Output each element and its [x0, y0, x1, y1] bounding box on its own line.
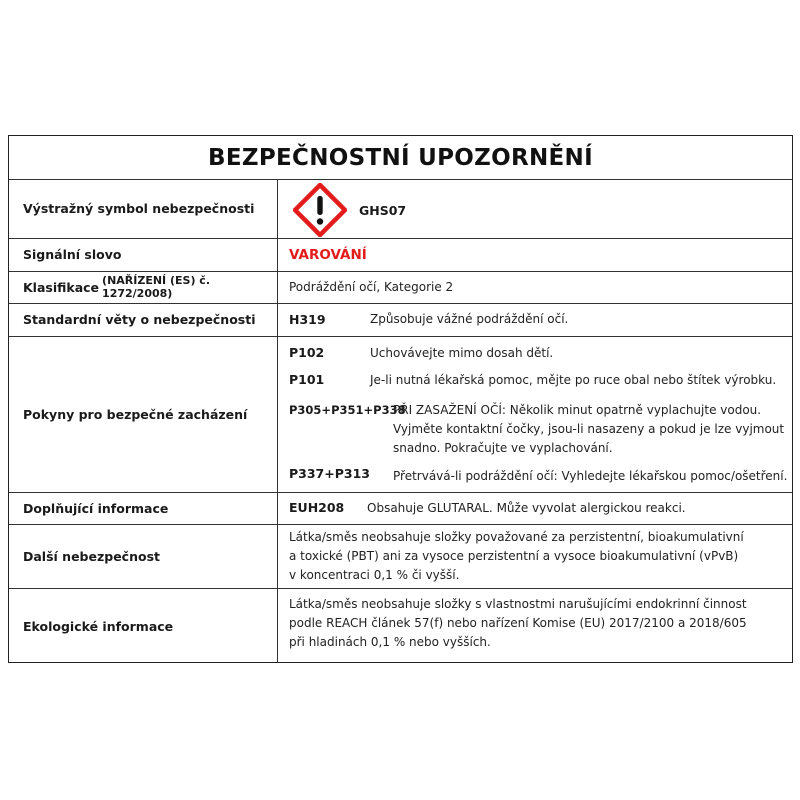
- precaution-code: P337+P313: [289, 466, 370, 481]
- text-line: podle REACH článek 57(f) nebo nařízení Komise (EU) 2017/2100 a 2018/605: [289, 616, 747, 630]
- precaution-text: Přetrvává-li podráždění očí: Vyhledejte lékařskou pomoc/ošetření.: [393, 469, 788, 483]
- column-divider: [277, 179, 278, 662]
- text-line: v koncentraci 0,1 % či vyšší.: [289, 568, 460, 582]
- precaution-text: Uchovávejte mimo dosah dětí.: [370, 346, 554, 360]
- precautions-label: Pokyny pro bezpečné zacházení: [23, 406, 248, 422]
- symbol-label: Výstražný symbol nebezpečnosti: [23, 201, 255, 216]
- classification-label-text: Klasifikace: [23, 279, 100, 295]
- text-line: a toxické (PBT) ani za vysoce perzistentní a vysoce bioakumulativní (vPvB): [289, 549, 739, 563]
- ghs-code: GHS07: [359, 202, 407, 218]
- supplemental-code: EUH208: [289, 500, 345, 515]
- safety-label: [8, 135, 793, 663]
- ecological-info-text: [289, 595, 784, 652]
- text-line: Látka/směs neobsahuje složky považované za perzistentní, bioakumulativní: [289, 530, 744, 544]
- hazard-text: Způsobuje vážné podráždění očí.: [370, 312, 569, 326]
- other-hazards-label: Další nebezpečnost: [23, 548, 160, 564]
- classification-label: [23, 271, 273, 303]
- classification-regulation: (NAŘÍZENÍ (ES) č. 1272/2008): [102, 274, 210, 300]
- precaution-code: P102: [289, 345, 325, 360]
- text-line: Látka/směs neobsahuje složky s vlastnostmi narušujícími endokrinní činnost: [289, 597, 747, 611]
- ecological-info-label: Ekologické informace: [23, 618, 174, 634]
- signal-word-label: Signální slovo: [23, 247, 122, 262]
- supplemental-info-label: Doplňující informace: [23, 500, 169, 516]
- label-title: BEZPEČNOSTNÍ UPOZORNĚNÍ: [208, 144, 593, 171]
- precaution-code: P101: [289, 372, 325, 387]
- text-line: při hladinách 0,1 % nebo vyšších.: [289, 635, 491, 649]
- supplemental-text: Obsahuje GLUTARAL. Může vyvolat alergickou reakci.: [367, 501, 686, 515]
- hazard-code: H319: [289, 312, 326, 327]
- exclamation-mark-icon: [293, 183, 347, 237]
- precaution-text: Vyjměte kontaktní čočky, jsou-li nasazeny a pokud je lze vyjmout: [393, 422, 785, 436]
- hazard-statements-label: Standardní věty o nebezpečnosti: [23, 312, 256, 327]
- signal-word-value: VAROVÁNÍ: [289, 246, 367, 263]
- precaution-text: snadno. Pokračujte ve vyplachování.: [393, 441, 613, 455]
- classification-value: Podráždění očí, Kategorie 2: [289, 280, 454, 294]
- precaution-text: Je-li nutná lékařská pomoc, mějte po ruce obal nebo štítek výrobku.: [370, 373, 777, 387]
- other-hazards-text: [289, 528, 784, 585]
- precaution-text: PŘI ZASAŽENÍ OČÍ: Několik minut opatrně vyplachujte vodou.: [393, 403, 762, 417]
- precaution-code: P305+P351+P338: [289, 403, 406, 417]
